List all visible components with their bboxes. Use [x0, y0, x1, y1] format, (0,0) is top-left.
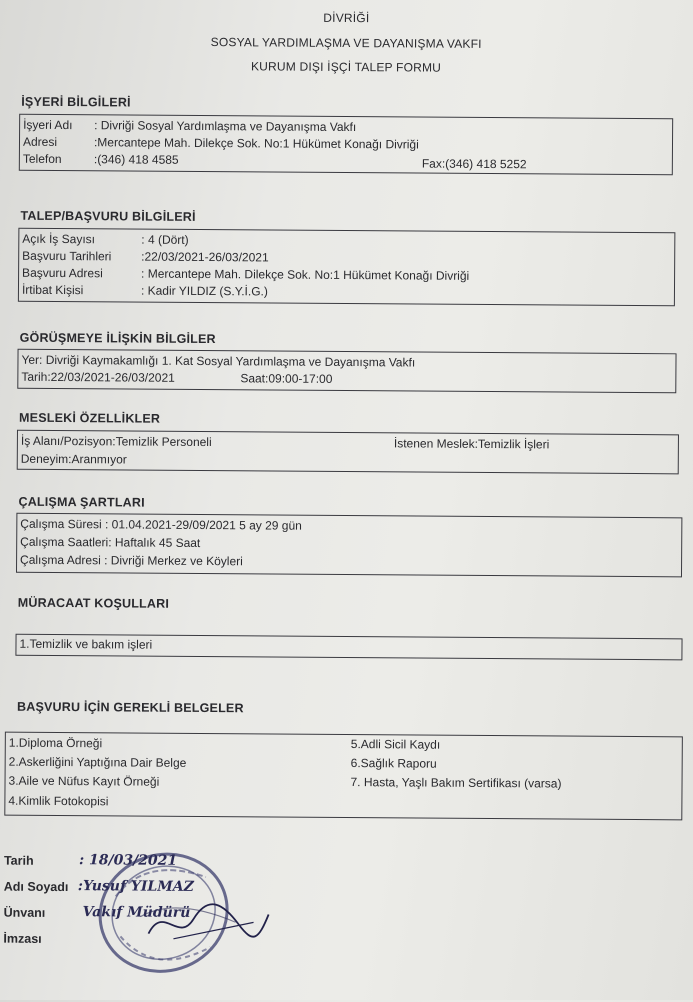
- employer-section-title: İŞYERİ BİLGİLERİ: [21, 94, 131, 110]
- profession-section-title: MESLEKİ ÖZELLİKLER: [19, 410, 161, 426]
- employer-name-value: : Divriği Sosyal Yardımlaşma ve Dayanışma Vakfı: [94, 118, 357, 135]
- profession-box: [17, 430, 679, 475]
- employer-phone-label: Telefon: [22, 151, 62, 167]
- work-hours: Çalışma Saatleri: Haftalık 45 Saat: [20, 534, 201, 550]
- application-dates-value: :22/03/2021-26/03/2021: [141, 249, 269, 265]
- documents-section-title: BAŞVURU İÇİN GEREKLİ BELGELER: [17, 699, 244, 716]
- header-form-title: KURUM DIŞI İŞÇİ TALEP FORMU: [250, 59, 442, 75]
- header-town: DİVRİĞİ: [323, 10, 370, 26]
- sign-name-value: :Yusuf YILMAZ: [77, 878, 194, 895]
- contact-person-value: : Kadir YILDIZ (S.Y.İ.G.): [140, 283, 268, 299]
- conditions-box: [16, 513, 682, 578]
- document-item: 7. Hasta, Yaşlı Bakım Sertifikası (varsa): [350, 775, 562, 791]
- application-item-1: 1.Temizlik ve bakım işleri: [19, 636, 153, 652]
- sign-date-value: : 18/03/2021: [78, 852, 178, 869]
- employer-fax: Fax:(346) 418 5252: [421, 156, 527, 172]
- header-foundation: SOSYAL YARDIMLAŞMA VE DAYANIŞMA VAKFI: [210, 35, 482, 51]
- interview-section-title: GÖRÜŞMEYE İLİŞKİN BİLGİLER: [19, 330, 216, 347]
- interview-time: Saat:09:00-17:00: [240, 371, 333, 386]
- work-address: Çalışma Adresi : Divriği Merkez ve Köyleri: [20, 552, 243, 569]
- application-dates-label: Başvuru Tarihleri: [22, 248, 112, 264]
- sign-signature-label: İmzası: [3, 931, 42, 946]
- interview-date: Tarih:22/03/2021-26/03/2021: [21, 369, 175, 385]
- document-item: 1.Diploma Örneği: [8, 735, 103, 751]
- open-jobs-label: Açık İş Sayısı: [22, 231, 96, 247]
- work-duration: Çalışma Süresi : 01.04.2021-29/09/2021 5 ay 29 gün: [20, 516, 302, 533]
- contact-person-label: İrtibat Kişisi: [21, 282, 84, 298]
- interview-place: Yer: Divriği Kaymakamlığı 1. Kat Sosyal Yardımlaşma ve Dayanışma Vakfı: [21, 352, 416, 370]
- sign-name-label: Adı Soyadı: [3, 879, 69, 895]
- employer-address-value: :Mercantepe Mah. Dilekçe Sok. No:1 Hükümet Konağı Divriği: [93, 135, 419, 152]
- document-item: 4.Kimlik Fotokopisi: [8, 793, 109, 809]
- request-section-title: TALEP/BAŞVURU BİLGİLERİ: [20, 208, 196, 224]
- request-box: [18, 228, 676, 307]
- employer-phone-value: :(346) 418 4585: [93, 152, 179, 167]
- document-item: 2.Askerliğini Yaptığına Dair Belge: [8, 754, 187, 770]
- application-box: [15, 634, 682, 661]
- application-address-value: : Mercantepe Mah. Dilekçe Sok. No:1 Hükümet Konağı Divriği: [141, 266, 470, 283]
- document-item: 5.Adli Sicil Kaydı: [350, 737, 441, 752]
- document-item: 3.Aile ve Nüfus Kayıt Örneği: [8, 773, 160, 789]
- handwritten-signature: [143, 894, 273, 955]
- wanted-profession: İstenen Meslek:Temizlik İşleri: [393, 436, 550, 452]
- sign-title-value: Vakıf Müdürü: [82, 904, 191, 921]
- application-address-label: Başvuru Adresi: [22, 265, 103, 281]
- employer-box: [19, 114, 673, 176]
- sign-date-label: Tarih: [3, 853, 34, 868]
- documents-box: [4, 732, 683, 821]
- experience: Deneyim:Aranmıyor: [20, 451, 127, 467]
- open-jobs-value: : 4 (Dört): [141, 232, 189, 247]
- application-section-title: MÜRACAAT KOŞULLARI: [17, 595, 170, 611]
- conditions-section-title: ÇALIŞMA ŞARTLARI: [18, 494, 145, 510]
- employer-name-label: İşyeri Adı: [23, 117, 73, 133]
- employer-address-label: Adresi: [22, 134, 58, 149]
- sign-title-label: Ünvanı: [3, 905, 46, 920]
- document-item: 6.Sağlık Raporu: [350, 756, 437, 771]
- interview-box: [17, 349, 676, 394]
- position: İş Alanı/Pozisyon:Temizlik Personeli: [20, 433, 212, 450]
